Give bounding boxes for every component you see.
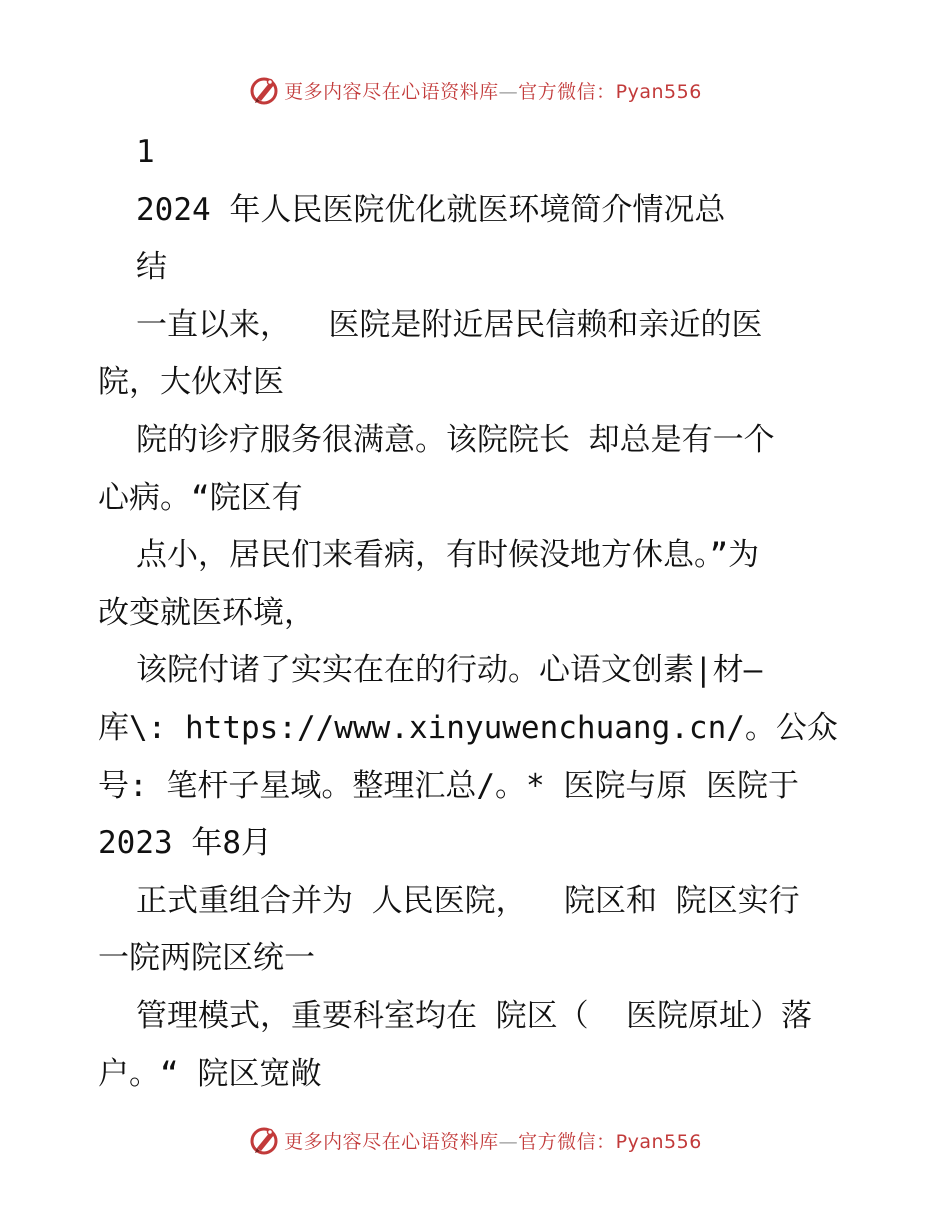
paragraph-line: 管理模式，重要科室均在 院区（ 医院原址）落 bbox=[136, 997, 812, 1034]
paragraph-line: 一院两院区统一 bbox=[98, 940, 315, 977]
pen-logo-icon bbox=[248, 1124, 280, 1156]
document-title-line-2: 结 bbox=[136, 249, 167, 286]
paragraph-line: 该院付诸了实实在在的行动。心语文创素|材— bbox=[136, 652, 763, 689]
paragraph-line: 库\: https://www.xinyuwenchuang.cn/。公众 bbox=[98, 709, 838, 746]
paragraph-line: 一直以来， 医院是附近居民信赖和亲近的医 bbox=[136, 306, 763, 343]
footer-banner bbox=[0, 1120, 950, 1160]
banner-title: 更多内容尽在心语资料库 bbox=[284, 1130, 499, 1153]
document-body bbox=[98, 124, 858, 1103]
paragraph-line: 正式重组合并为 人民医院， 院区和 院区实行 bbox=[136, 882, 800, 919]
paragraph-line: 院，大伙对医 bbox=[98, 364, 284, 401]
document-title-line-1: 2024 年人民医院优化就医环境简介情况总 bbox=[136, 191, 726, 228]
paragraph-line: 改变就医环境， bbox=[98, 594, 315, 631]
banner-wechat: 官方微信：Pyan556 bbox=[518, 1130, 702, 1153]
page-number: 1 bbox=[136, 134, 155, 170]
paragraph-line: 号: 笔杆子星域。整理汇总/。* 医院与原 医院于 bbox=[98, 767, 799, 804]
banner-wechat: 官方微信：Pyan556 bbox=[518, 80, 702, 103]
banner-dash: — bbox=[498, 80, 519, 103]
paragraph-line: 心病。“院区有 bbox=[98, 479, 303, 516]
header-banner bbox=[0, 70, 950, 110]
banner-title: 更多内容尽在心语资料库 bbox=[284, 80, 499, 103]
paragraph-line: 点小，居民们来看病，有时候没地方休息。”为 bbox=[136, 537, 760, 574]
paragraph-line: 院的诊疗服务很满意。该院院长 却总是有一个 bbox=[136, 421, 775, 458]
paragraph-line: 2023 年8月 bbox=[98, 825, 272, 862]
banner-dash: — bbox=[498, 1130, 519, 1153]
pen-logo-icon bbox=[248, 74, 280, 106]
paragraph-line: 户。“ 院区宽敞 bbox=[98, 1055, 322, 1092]
